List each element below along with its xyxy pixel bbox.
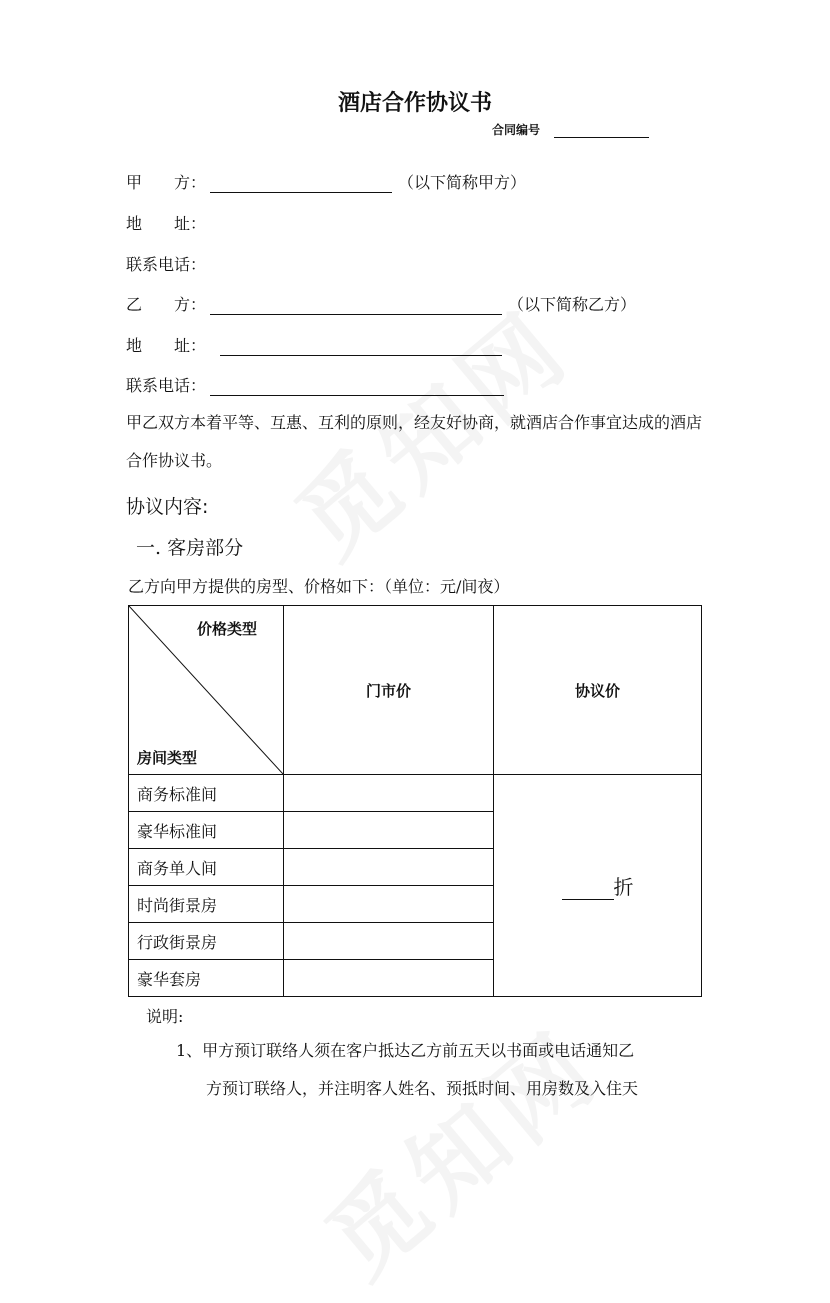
room-type-cell: 商务标准间: [129, 775, 284, 812]
note-item-1-line-2: 方预订联络人，并注明客人姓名、预抵时间、用房数及入住天: [206, 1079, 639, 1098]
notes-title: 说明:: [146, 1007, 184, 1026]
party-a-name-suffix: （以下简称甲方）: [398, 173, 527, 192]
room-type-cell: 行政街景房: [129, 923, 284, 960]
header-retail-price: 门市价: [284, 606, 494, 775]
contract-number-field[interactable]: [554, 125, 649, 138]
discount-field[interactable]: [562, 877, 614, 900]
party-a-name-row: [126, 170, 526, 193]
retail-price-cell[interactable]: [284, 849, 494, 886]
section-1-title: 一. 客房部分: [136, 537, 244, 559]
room-type-cell: 商务单人间: [129, 849, 284, 886]
retail-price-cell[interactable]: [284, 775, 494, 812]
party-b-address-row: [126, 333, 502, 356]
party-a-phone-row: [126, 252, 206, 275]
header-agreement-price: 协议价: [494, 606, 702, 775]
table-header-row: [129, 606, 702, 775]
party-b-name-label: 乙 方：: [126, 295, 207, 314]
contract-number-label: 合同编号: [492, 123, 541, 137]
retail-price-cell[interactable]: [284, 960, 494, 997]
party-b-name-row: [126, 292, 636, 315]
room-price-table: [128, 605, 702, 997]
section-1-intro: 乙方向甲方提供的房型、价格如下：（单位：元/间夜）: [128, 577, 510, 596]
retail-price-cell[interactable]: [284, 886, 494, 923]
party-b-name-field[interactable]: [210, 298, 502, 315]
room-type-cell: 豪华套房: [129, 960, 284, 997]
party-b-address-label: 地 址：: [126, 336, 207, 355]
retail-price-cell[interactable]: [284, 923, 494, 960]
note-item-1: [176, 1032, 716, 1108]
table-corner-cell: [129, 606, 284, 775]
party-a-name-label: 甲 方：: [126, 173, 207, 192]
party-b-name-suffix: （以下简称乙方）: [508, 295, 637, 314]
party-b-phone-field[interactable]: [210, 379, 504, 396]
room-type-cell: 时尚街景房: [129, 886, 284, 923]
party-a-name-field[interactable]: [210, 176, 392, 193]
discount-label: 折: [613, 875, 634, 899]
table-row: [129, 775, 702, 812]
party-b-address-field[interactable]: [220, 339, 502, 356]
content-heading: 协议内容:: [126, 496, 209, 518]
preamble-paragraph: 甲乙双方本着平等、互惠、互利的原则，经友好协商，就酒店合作事宜达成的酒店合作协议书。: [126, 413, 703, 470]
party-b-phone-label: 联系电话：: [126, 376, 207, 395]
party-b-phone-row: [126, 373, 504, 396]
note-item-1-line-1: 1、甲方预订联络人须在客户抵达乙方前五天以书面或电话通知乙: [176, 1041, 635, 1060]
room-type-cell: 豪华标准间: [129, 812, 284, 849]
agreement-discount-cell: [494, 775, 702, 997]
header-room-type: 房间类型: [137, 749, 198, 767]
party-a-address-row: [126, 211, 206, 234]
retail-price-cell[interactable]: [284, 812, 494, 849]
header-price-type: 价格类型: [196, 620, 257, 638]
party-a-phone-label: 联系电话：: [126, 255, 207, 274]
contract-number: [492, 121, 649, 138]
party-a-address-label: 地 址：: [126, 214, 207, 233]
document-title: 酒店合作协议书: [337, 91, 492, 116]
